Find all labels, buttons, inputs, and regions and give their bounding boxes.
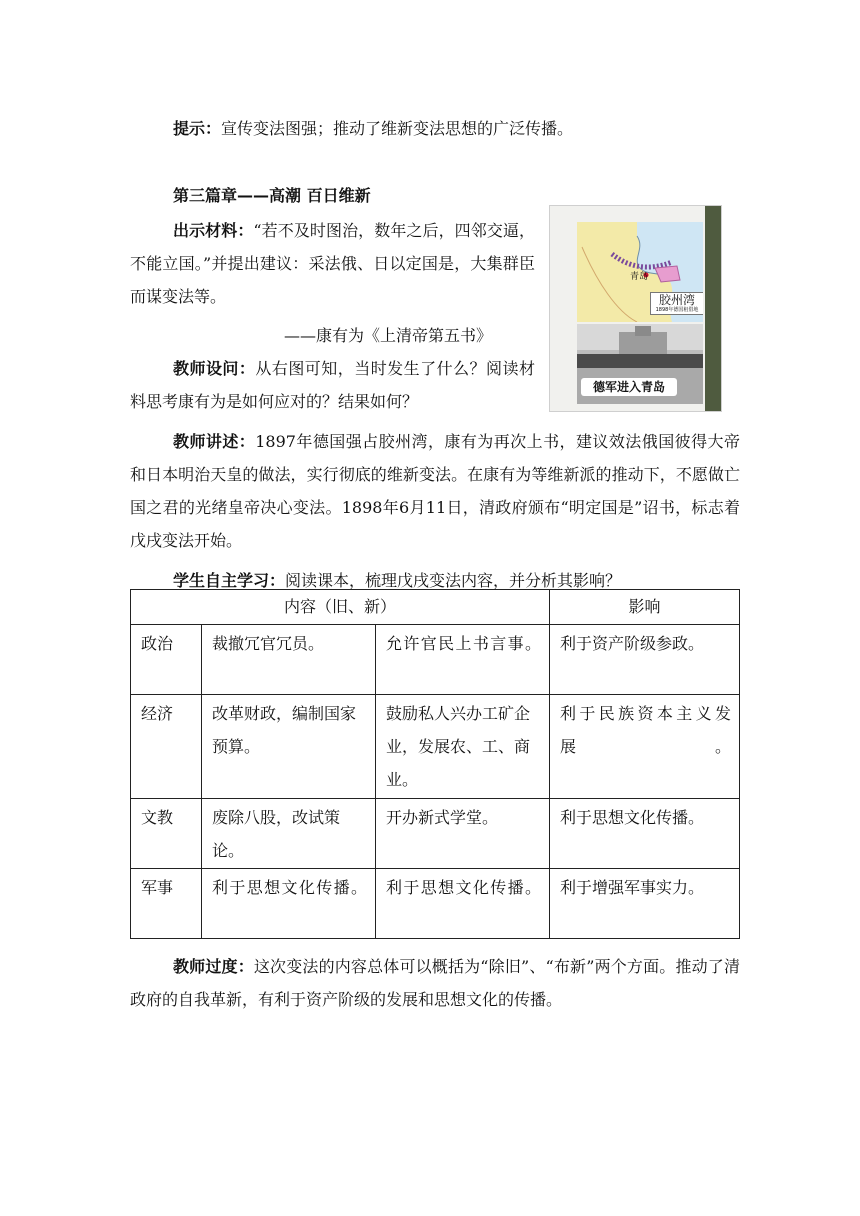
question-text: 从右图可知，当时发生了什么？阅读材料思考康有为是如何应对的？结果如何？	[130, 359, 535, 411]
table-row	[131, 799, 740, 869]
row-field: 军事	[131, 869, 202, 939]
row-new: 开办新式学堂。	[376, 799, 550, 869]
figure-edge-strip	[705, 206, 721, 411]
hint-text: 宣传变法图强；推动了维新变法思想的广泛传播。	[221, 119, 574, 138]
task-text: 阅读课本，梳理戊戌变法内容，并分析其影响？	[285, 571, 622, 590]
hint-paragraph	[130, 112, 740, 145]
lecture-label: 教师讲述：	[173, 432, 256, 451]
material-paragraph	[130, 214, 535, 313]
row-impact: 利于思想文化传播。	[550, 799, 740, 869]
table-row	[131, 869, 740, 939]
map-label: 胶州湾	[658, 293, 695, 307]
chapter-title: 第三篇章——高潮 百日维新	[173, 186, 371, 205]
task-label: 学生自主学习：	[173, 571, 286, 590]
lecture-paragraph	[130, 425, 740, 557]
jiaozhou-bay-map	[577, 222, 703, 322]
row-new: 鼓励私人兴办工矿企业，发展农、工、商业。	[376, 695, 550, 799]
row-field: 经济	[131, 695, 202, 799]
row-field: 文教	[131, 799, 202, 869]
transition-text: 这次变法的内容总体可以概括为“除旧”、“布新”两个方面。推动了清政府的自我革新，有利于资产阶级的发展和思想文化的传播。	[130, 957, 740, 1009]
hint-label: 提示：	[173, 119, 222, 138]
photo-caption: 德军进入青岛	[581, 378, 677, 396]
row-new: 允许官民上书言事。	[376, 625, 550, 695]
troops-photo	[577, 324, 703, 404]
transition-label: 教师过度：	[173, 957, 254, 976]
row-old: 废除八股，改试策论。	[202, 799, 376, 869]
material-text: “若不及时图治，数年之后，四邻交逼，不能立国。”并提出建议：采法俄、日以定国是，大集群臣而谋变法等。	[130, 221, 535, 306]
row-impact: 利于增强军事实力。	[550, 869, 740, 939]
row-old: 改革财政，编制国家预算。	[202, 695, 376, 799]
map-sublabel: 1898年德国租借地	[655, 307, 699, 313]
table-row	[131, 695, 740, 799]
row-old: 裁撤冗官冗员。	[202, 625, 376, 695]
material-label: 出示材料：	[173, 221, 254, 240]
row-field: 政治	[131, 625, 202, 695]
row-impact: 利于民族资本主义发展。	[550, 695, 740, 799]
map-label-box	[650, 292, 703, 315]
material-source: ——康有为《上清帝第五书》	[284, 326, 493, 345]
reform-table	[130, 589, 740, 939]
table-header-row	[131, 590, 740, 625]
map-city-label: 青岛	[630, 272, 649, 282]
table-row	[131, 625, 740, 695]
row-old: 利于思想文化传播。	[202, 869, 376, 939]
header-impact: 影响	[550, 590, 740, 625]
transition-paragraph	[130, 950, 740, 1016]
row-impact: 利于资产阶级参政。	[550, 625, 740, 695]
row-new: 利于思想文化传播。	[376, 869, 550, 939]
question-paragraph	[130, 352, 535, 418]
lecture-text: 1897年德国强占胶州湾，康有为再次上书，建议效法俄国彼得大帝和日本明治天皇的做法，实行彻底的维新变法。在康有为等维新派的推动下，不愿做亡国之君的光绪皇帝决心变法。1898年6月11日，清政府颁布“明定国是”诏书，标志着戊戌变法开始。	[130, 432, 740, 550]
header-content: 内容（旧、新）	[131, 590, 550, 625]
question-label: 教师设问：	[173, 359, 256, 378]
history-figure	[549, 205, 722, 412]
